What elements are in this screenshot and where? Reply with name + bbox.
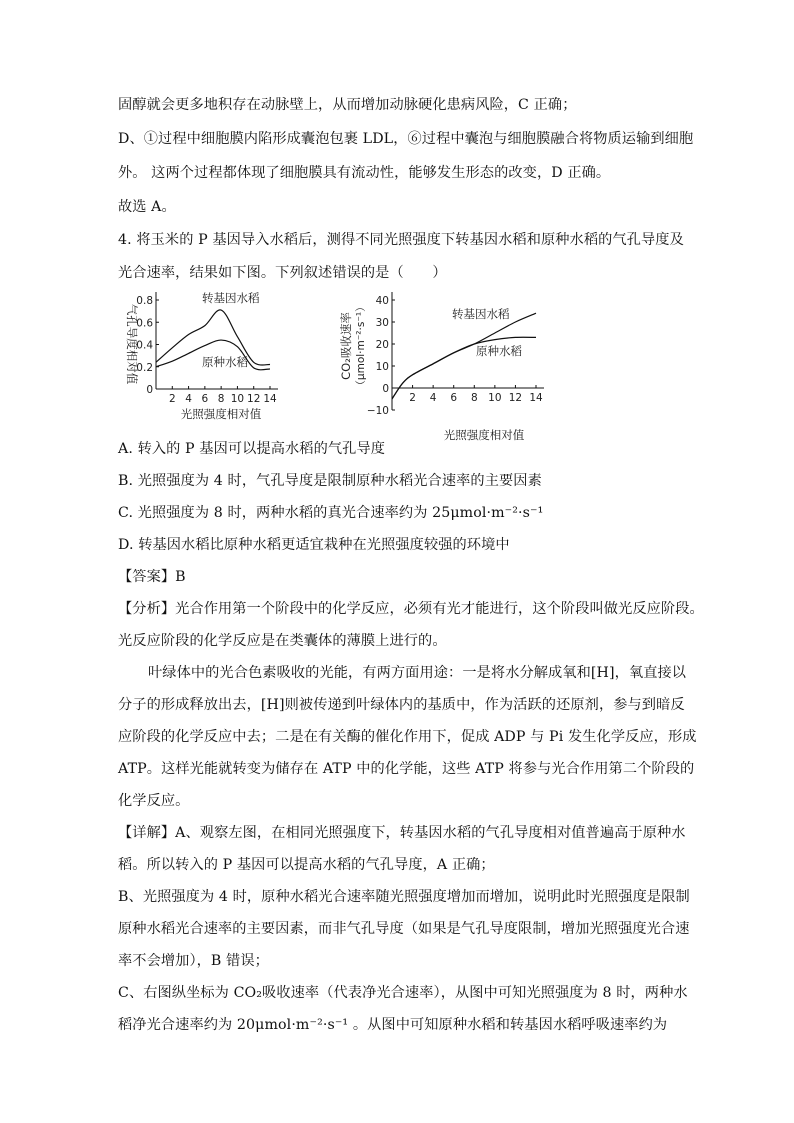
y-tick-label: 0.4: [136, 339, 153, 352]
question-4-stem: 4. 将玉米的 P 基因导入水稻后，测得不同光照强度下转基因水稻和原种水稻的气孔导度及: [118, 232, 684, 248]
option-c: C. 光照强度为 8 时，两种水稻的真光合速率约为 25μmol·m⁻²·s⁻¹: [118, 505, 544, 521]
text-line: 光反应阶段的化学反应是在类囊体的薄膜上进行的。: [118, 633, 447, 649]
y-axis-label: CO₂吸收速率: [339, 312, 353, 380]
left-chart-stomatal-conductance: [118, 282, 288, 426]
x-tick-label: 10: [488, 392, 502, 404]
text-line: 稻净光合速率约为 20μmol·m⁻²·s⁻¹ 。从图中可知原种水稻和转基因水稻呼吸速率约为: [118, 1017, 668, 1033]
x-tick-label: 14: [263, 393, 277, 405]
y-tick-label: 0.8: [136, 295, 153, 307]
x-tick-label: 6: [201, 393, 209, 405]
text-line: C、右图纵坐标为 CO₂吸收速率（代表净光合速率），从图中可知光照强度为 8 时，两种水: [118, 985, 688, 1001]
text-line: 故选 A。: [118, 199, 176, 215]
option-d: D. 转基因水稻比原种水稻更适宜栽种在光照强度较强的环境中: [118, 537, 510, 553]
y-tick-label: 0.6: [136, 317, 153, 330]
text-line: B、光照强度为 4 时，原种水稻光合速率随光照强度增加而增加，说明此时光照强度是限制: [118, 889, 690, 905]
text-line: 分子的形成释放出去，[H]则被传递到叶绿体内的基质中，作为活跃的还原剂，参与到暗反: [118, 697, 685, 713]
right-chart-co2-uptake: [339, 282, 560, 442]
y-axis-label: 气孔导度相对值: [125, 303, 139, 385]
series-label: 转基因水稻: [202, 291, 260, 305]
x-tick-label: 2: [409, 392, 416, 404]
x-tick-label: 12: [247, 393, 261, 405]
text-line: ATP。这样光能就转变为储存在 ATP 中的化学能，这些 ATP 将参与光合作用第二个阶段的: [118, 761, 695, 777]
option-b: B. 光照强度为 4 时，气孔导度是限制原种水稻光合速率的主要因素: [118, 473, 542, 489]
y-axis-unit: （μmol·m⁻²·s⁻¹）: [355, 301, 367, 391]
text-line: 应阶段的化学反应中去；二是在有关酶的催化作用下，促成 ADP 与 Pi 发生化学反应，形成: [118, 729, 697, 745]
y-tick-label: 0.2: [136, 361, 153, 374]
x-tick-label: 4: [429, 392, 437, 404]
y-tick-label: 10: [375, 361, 389, 373]
text-line: 叶绿体中的光合色素吸收的光能，有两方面用途：一是将水分解成氧和[H]，氧直接以: [148, 665, 687, 681]
y-tick-label: 40: [375, 295, 389, 307]
x-tick-label: 6: [450, 392, 458, 404]
series-label: 转基因水稻: [452, 307, 510, 321]
x-tick-label: 8: [470, 392, 478, 404]
option-a: A. 转入的 P 基因可以提高水稻的气孔导度: [118, 441, 386, 457]
text-line: 率不会增加），B 错误；: [118, 953, 269, 969]
text-line: 固醇就会更多地积存在动脉壁上，从而增加动脉硬化患病风险，C 正确；: [118, 97, 577, 113]
answer: 【答案】B: [118, 569, 186, 585]
y-tick-label: 0: [382, 383, 389, 395]
text-line: D、①过程中细胞膜内陷形成囊泡包裹 LDL，⑥过程中囊泡与细胞膜融合将物质运输到细胞: [118, 131, 694, 147]
x-tick-label: 14: [529, 392, 543, 404]
text-line: 原种水稻光合速率的主要因素，而非气孔导度（如果是气孔导度限制，增加光照强度光合速: [118, 921, 690, 937]
text-line: 化学反应。: [118, 793, 190, 809]
detail-heading: 【详解】A、观察左图，在相同光照强度下，转基因水稻的气孔导度相对值普遍高于原种水: [118, 825, 686, 841]
series-label: 原种水稻: [476, 344, 522, 358]
y-tick-label: 0: [146, 384, 153, 396]
analysis-heading: 【分析】光合作用第一个阶段中的化学反应，必须有光才能进行，这个阶段叫做光反应阶段。: [118, 601, 704, 617]
x-tick-label: 10: [230, 393, 245, 405]
y-tick-label: 20: [375, 339, 389, 351]
text-line: 光合速率，结果如下图。下列叙述错误的是（ ）: [118, 265, 447, 281]
y-tick-label: 30: [375, 317, 389, 329]
x-axis-label: 光照强度相对值: [180, 407, 262, 421]
text-line: 稻。所以转入的 P 基因可以提高水稻的气孔导度，A 正确；: [118, 857, 495, 873]
x-tick-label: 4: [185, 393, 192, 405]
x-tick-label: 8: [217, 393, 225, 405]
x-tick-label: 2: [168, 393, 176, 405]
text-line: 外。 这两个过程都体现了细胞膜具有流动性，能够发生形态的改变，D 正确。: [118, 165, 611, 181]
y-tick-label: −10: [366, 405, 389, 417]
x-tick-label: 12: [508, 392, 523, 404]
x-axis-label: 光照强度相对值: [443, 428, 525, 442]
series-label: 原种水稻: [202, 355, 248, 369]
